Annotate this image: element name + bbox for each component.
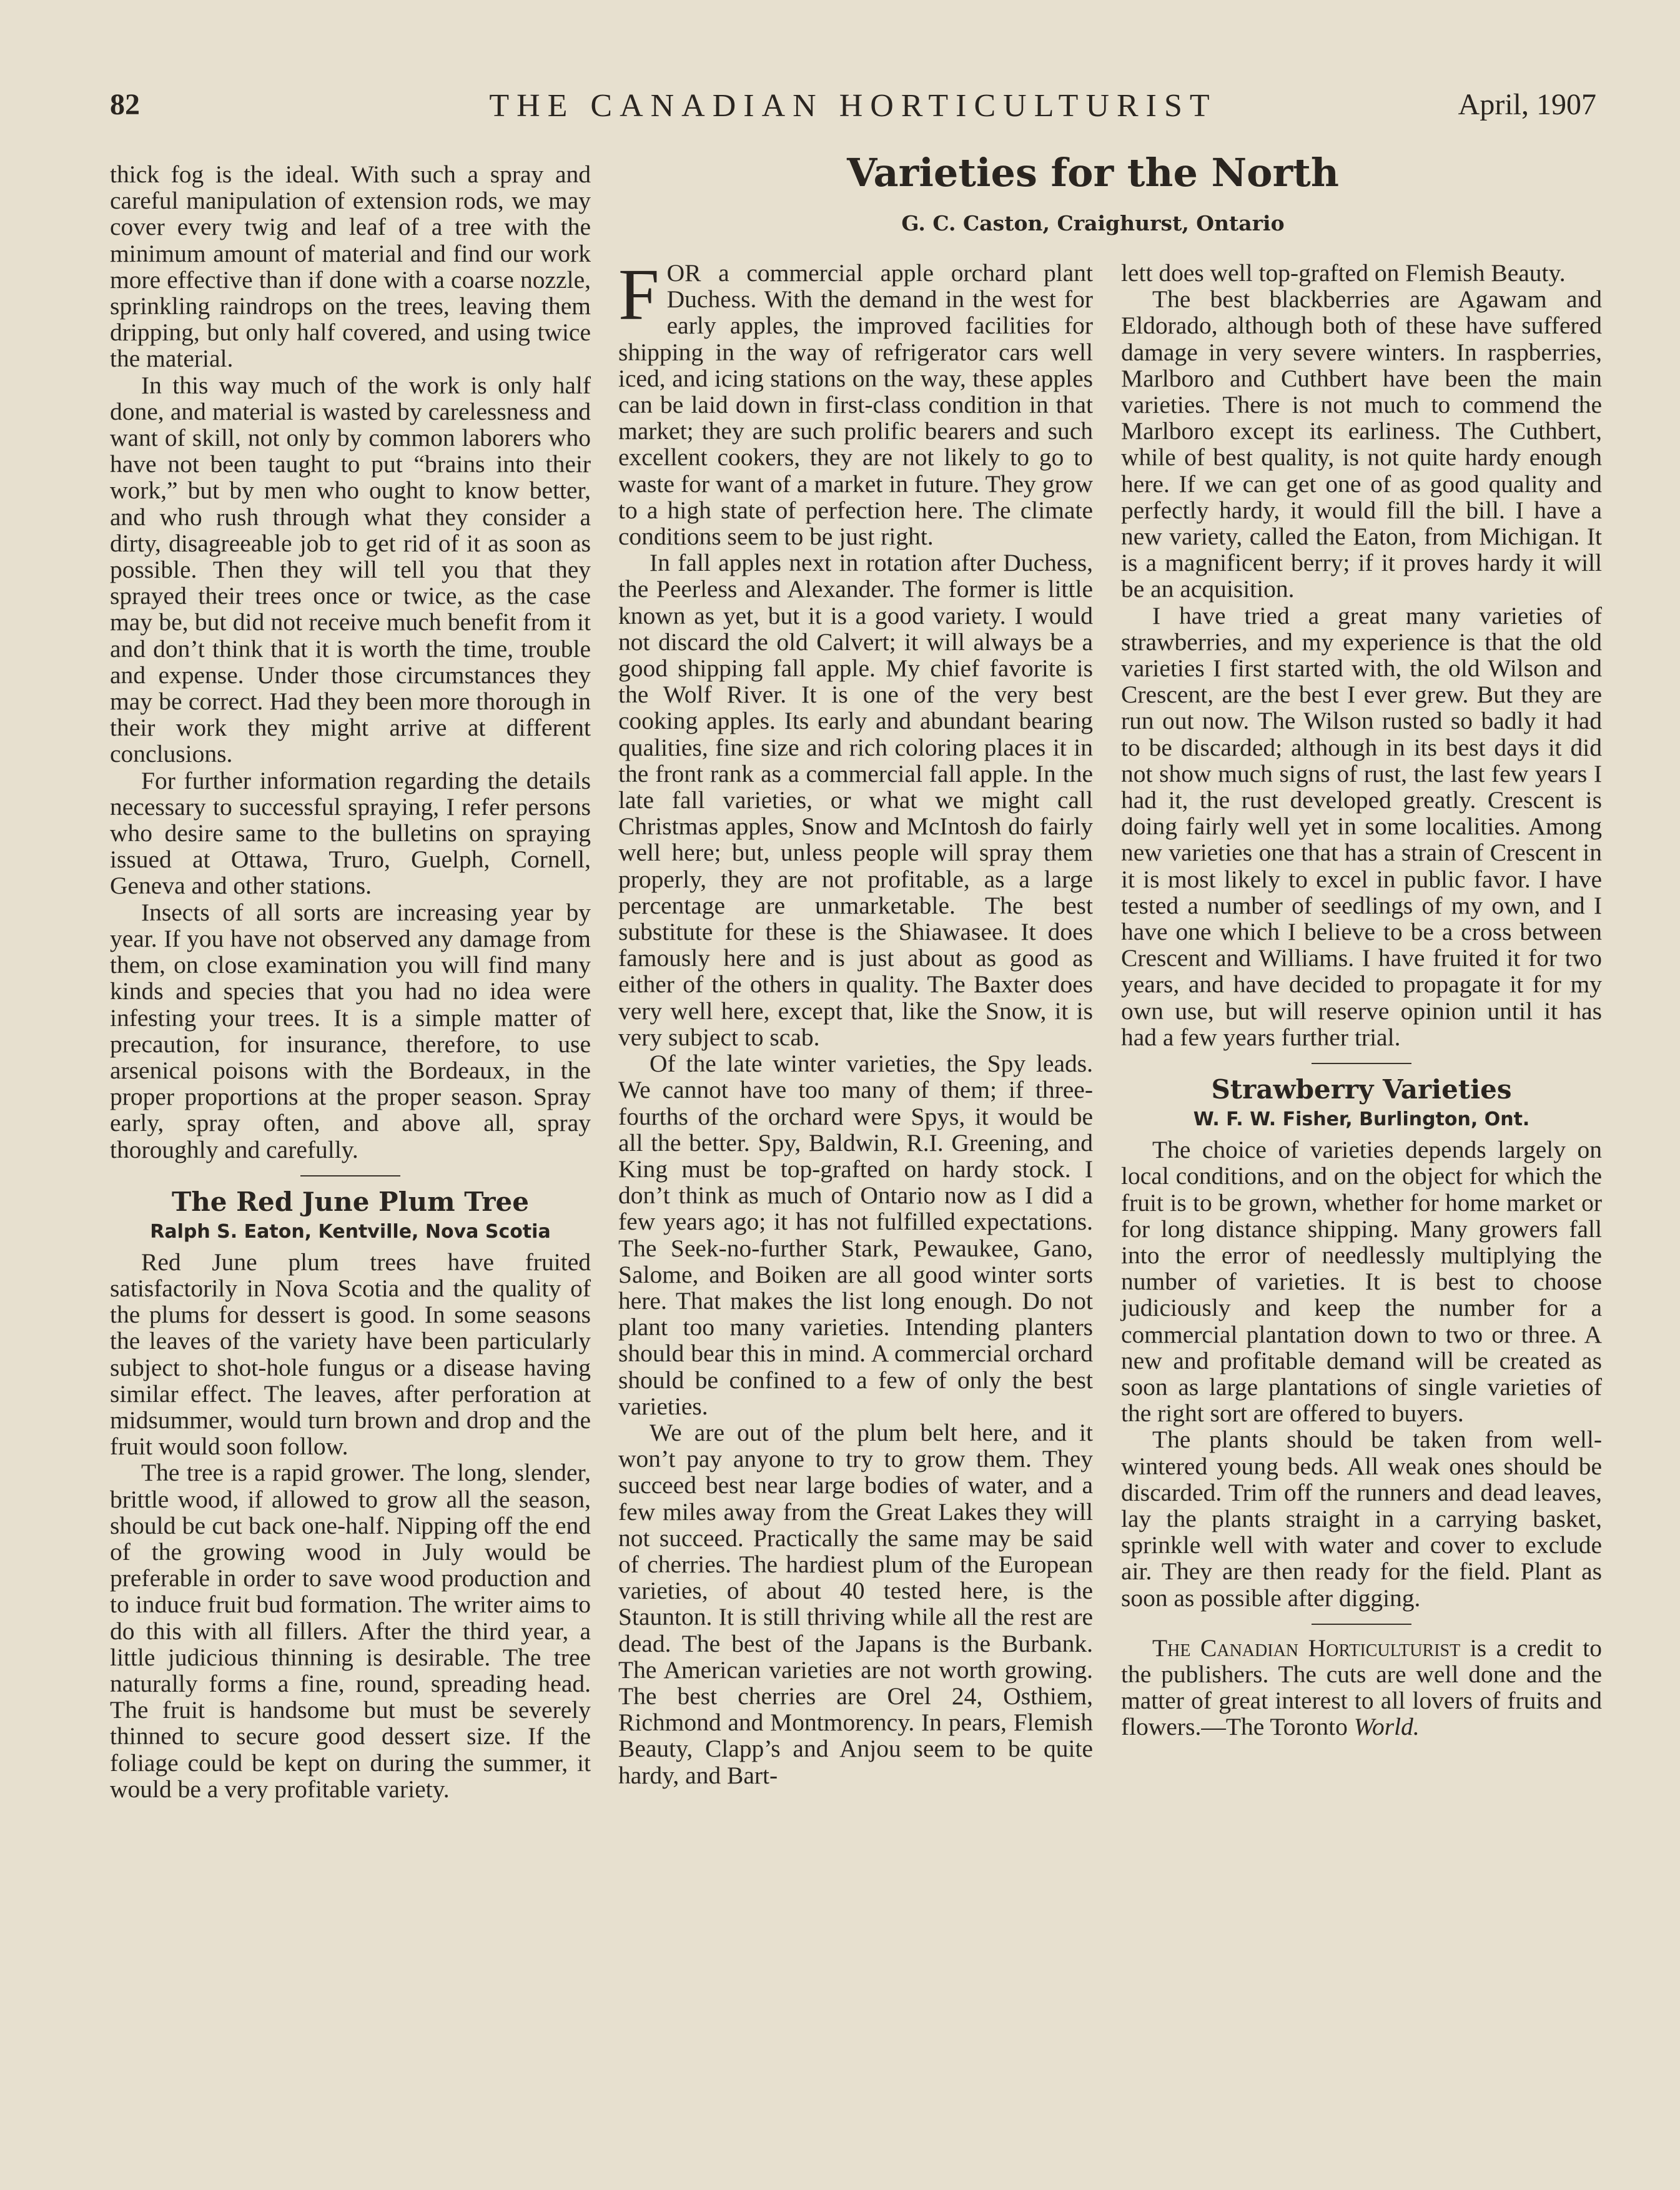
divider [1312, 1624, 1411, 1625]
page-number: 82 [110, 88, 140, 121]
paragraph: lett does well top-grafted on Flemish Beauty. [1121, 259, 1566, 287]
page-header [110, 87, 1596, 137]
column-3 [1121, 260, 1602, 1740]
article-title-strawberry: Strawberry Varieties [1211, 1074, 1512, 1105]
paragraph: The tree is a rapid grower. The long, slender, brittle wood, if allowed to grow all the season, should be cut back one-half. Nipping off the end of the growing wood in July would be preferable in order to save wood production and to induce fruit bud formation. The writer aims to do this with all fillers. After the third year, a little judicious thinning is desirable. The tree naturally forms a fine, round, spreading head. The fruit is handsome but must be severely thinned to secure good dessert size. If the foliage could be kept on during the summer, it would be a very profitable variety. [110, 1459, 591, 1803]
paragraph: The plants should be taken from well-wintered young beds. All weak ones should be discarded. Trim off the runners and dead leaves, lay the plants straight in a carrying basket, sprinkle well with water and cover to exclude air. They are then ready for the field. Plant as soon as possible after digging. [1121, 1426, 1602, 1612]
drop-cap: F [618, 254, 660, 335]
masthead: THE CANADIAN HORTICULTURIST [489, 88, 1217, 124]
article-title-plum: The Red June Plum Tree [172, 1186, 529, 1217]
paragraph: In this way much of the work is only half done, and material is wasted by carelessness and want of skill, not only by common laborers who have not been taught to put “brains into their work,” but by men who ought to know better, and who rush through what they consider a dirty, disagreeable job to get rid of it as soon as possible. Then they will tell you that they sprayed their trees once or twice, as the case may be, but did not receive much benefit from it and don’t think that it is worth the time, trouble and expense. Under those circumstances they may be correct. Had they been more thorough in their work they might arrive at different conclusions. [110, 371, 591, 768]
paragraph: I have tried a great many varieties of strawberries, and my experience is that the old varieties I first started with, the old Wilson and Crescent, are the best I ever grew. But they are run out now. The Wilson rusted so badly it had to be discarded; although in its best days it did not show much signs of rust, the last few years I had it, the rust developed greatly. Crescent is doing fairly well yet in some localities. Among new varieties one that has a strain of Crescent in it is most likely to excel in public favor. I have tested a number of seedlings of my own, and I have one which I believe to be a cross between Crescent and Williams. I have fruited it for two years, and have decided to propagate it for my own use, but will reserve opinion until it has had a few years further trial. [1121, 601, 1602, 1051]
notice-source: World. [1353, 1713, 1420, 1741]
main-article-byline: G. C. Caston, Craighurst, Ontario [901, 211, 1285, 235]
divider [300, 1175, 400, 1176]
article-byline-plum: Ralph S. Eaton, Kentville, Nova Scotia [150, 1220, 551, 1243]
paragraph-text: OR a commercial apple orchard plant Duchess. With the demand in the west for early apples, the improved facilities for shipping in the way of refrigerator cars well iced, and icing stations on the way, these apples can be laid down in first-class condition in that market; they are such prolific bearers and such excellent cookers, they are not likely to go to waste for want of a market in future. They grow to a high state of perfection here. The climate conditions seem to be just right. [618, 259, 1093, 551]
paragraph [618, 254, 1093, 551]
paragraph: Insects of all sorts are increasing year by year. If you have not observed any damage from them, on close examination you will find many kinds and species that you had no idea were infesting your trees. It is a simple matter of precaution, for insurance, therefore, to use arsenical poisons with the Bordeaux, in the proper proportions at the proper season. Spray early, spray often, and above all, spray thoroughly and carefully. [110, 898, 591, 1163]
main-article-title: Varieties for the North [847, 150, 1339, 195]
paragraph: The choice of varieties depends largely on local conditions, and on the object for which the fruit is to be grown, whether for home market or for long distance shipping. Many growers fall into the error of needlessly multiplying the number of varieties. It is best to choose judiciously and keep the number for a commercial plantation down to two or three. A new and profitable demand will be created as soon as large plantations of single varieties of the right sort are offered to buyers. [1121, 1136, 1602, 1428]
divider [1312, 1063, 1411, 1064]
column-1 [110, 161, 591, 1802]
article-byline-strawberry: W. F. W. Fisher, Burlington, Ont. [1193, 1108, 1530, 1131]
issue-date: April, 1907 [1458, 88, 1596, 121]
publication-name: The Canadian Horticulturist [1152, 1634, 1461, 1662]
notice-text: is a credit to the publishers. The cuts are well done and the matter of great interest to all lovers of fruits and flowers.—The Toronto [1121, 1634, 1602, 1741]
paragraph: For further information regarding the details necessary to successful spraying, I refer persons who desire same to the bulletins on spraying issued at Ottawa, Truro, Guelph, Cornell, Geneva and other stations. [110, 766, 591, 900]
column-2 [618, 254, 1093, 1789]
paragraph: Red June plum trees have fruited satisfactorily in Nova Scotia and the quality of the plums for dessert is good. In some seasons the leaves of the variety have been particularly subject to shot-hole fungus or a disease having similar effect. The leaves, after perforation at midsummer, would turn brown and drop and the fruit would soon follow. [110, 1248, 591, 1461]
paragraph: Of the late winter varieties, the Spy leads. We cannot have too many of them; if three-fourths of the orchard were Spys, it would be all the better. Spy, Baldwin, R.I. Greening, and King must be top-grafted on hardy stock. I don’t think as much of Ontario now as I did a few years ago; it has not fulfilled expectations. The Seek-no-further Stark, Pewaukee, Gano, Salome, and Boiken are all good winter sorts here. That makes the list long enough. Do not plant too many varieties. Intending planters should bear this in mind. A commercial orchard should be confined to a few of only the best varieties. [618, 1050, 1093, 1420]
paragraph: In fall apples next in rotation after Duchess, the Peerless and Alexander. The former is little known as yet, but it is a good variety. I would not discard the old Calvert; it will always be a good shipping fall apple. My chief favorite is the Wolf River. It is one of the very best cooking apples. Its early and abundant bearing qualities, fine size and rich coloring places it in the front rank as a commercial fall apple. In the late fall varieties, or what we might call Christmas apples, Snow and McIntosh do fairly well here; but, unless people will spray them properly, they are not profitable, as a large percentage are unmarketable. The best substitute for these is the Shiawasee. It does famously here and is just about as good as either of the others in quality. The Baxter does very well here, except that, like the Snow, it is very subject to scab. [618, 549, 1093, 1051]
paragraph: We are out of the plum belt here, and it won’t pay anyone to try to grow them. They succeed best near large bodies of water, and a few miles away from the Great Lakes they will not succeed. Practically the same may be said of cherries. The hardiest plum of the European varieties, of about 40 tested here, is the Staunton. It is still thriving while all the rest are dead. The best of the Japans is the Burbank. The American varieties are not worth growing. The best cherries are Orel 24, Osthiem, Richmond and Montmorency. In pears, Flemish Beauty, Clapp’s and Anjou seem to be quite hardy, and Bart- [618, 1418, 1093, 1789]
notice [1121, 1635, 1602, 1740]
paragraph: thick fog is the ideal. With such a spray and careful manipulation of extension rods, we may cover every twig and leaf of a tree with the minimum amount of material and find our work more effective than if done with a coarse nozzle, sprinkling raindrops on the trees, leaving them dripping, but only half covered, and using twice the material. [110, 160, 591, 373]
paragraph: The best blackberries are Agawam and Eldorado, although both of these have suffered damage in very severe winters. In raspberries, Marlboro and Cuthbert have been the main varieties. There is not much to commend the Marlboro except its earliness. The Cuthbert, while of best quality, is not quite hardy enough here. If we can get one of as good quality and perfectly hardy, it would fill the bill. I have a new variety, called the Eaton, from Michigan. It is a magnificent berry; if it proves hardy it will be an acquisition. [1121, 285, 1602, 603]
